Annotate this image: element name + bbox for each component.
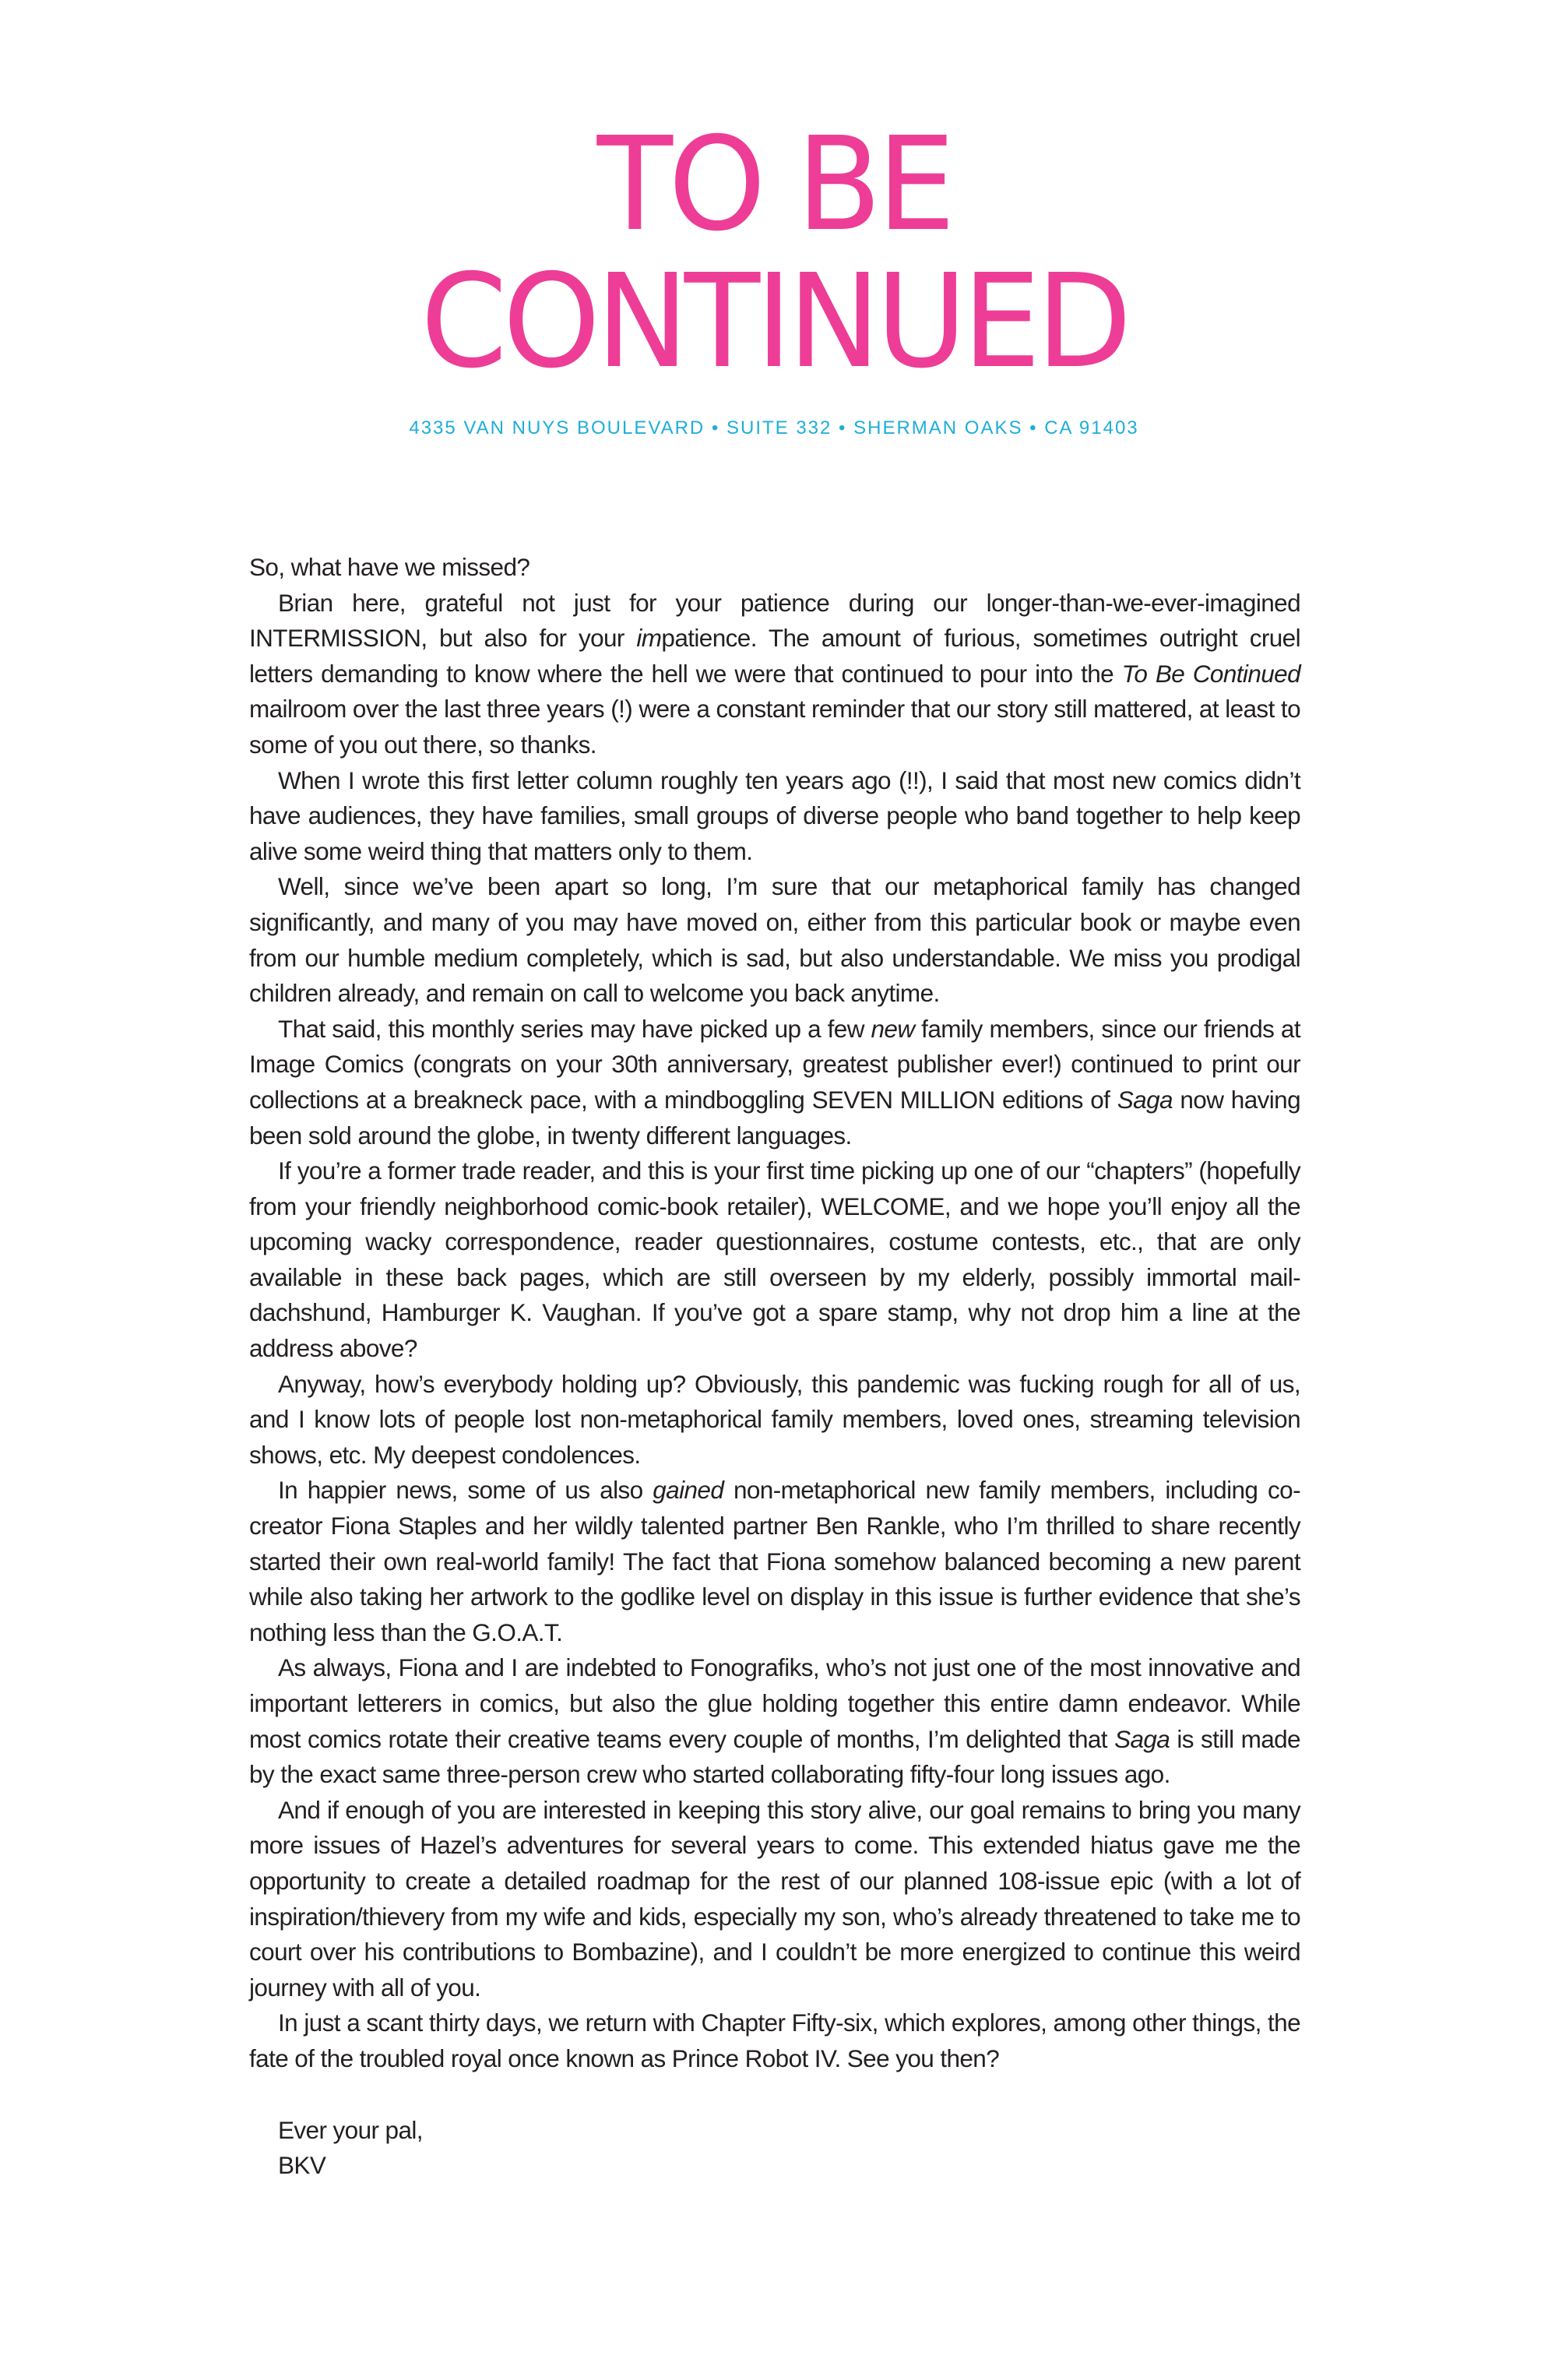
letter-paragraph-5: If you’re a former trade reader, and this is your first time picking up one of our “chapters” (hopefully from your friendly neighborhood comic-book retailer), WELCOME, and we hope you’ll enjoy all the upcoming wacky correspondence, reader questionnaires, costume contests, etc., that are only available in these back pages, which are still overseen by my elderly, possibly immortal mail-dachshund, Hamburger K. Vaughan. If you’ve got a spare stamp, why not drop him a line at the address above? [249, 1157, 1300, 1363]
letter-signoff [249, 2113, 1300, 2184]
column-title-line-2: CONTINUED [420, 247, 1128, 397]
letter-paragraph-8: As always, Fiona and I are indebted to Fonografiks, who’s not just one of the most innovative and important letterers in comics, but also the glue holding together this entire damn endeavor. While most comics rotate their creative teams every couple of months, I’m delighted that Saga is still made by the exact same three-person crew who started collaborating fifty-four long issues ago. [249, 1653, 1300, 1789]
signoff-closing: Ever your pal, [278, 2115, 423, 2144]
letter-opening: So, what have we missed? [249, 553, 530, 581]
letter-paragraph-7: In happier news, some of us also gained non-metaphorical new family members, including co-creator Fiona Staples and her wildly talented partner Ben Rankle, who I’m thrilled to share recently started their own real-world family! The fact that Fiona somehow balanced becoming a new parent while also taking her artwork to the godlike level on display in this issue is further evidence that she’s nothing less than the G.O.A.T. [249, 1476, 1300, 1646]
letter-paragraph-6: Anyway, how’s everybody holding up? Obviously, this pandemic was fucking rough for all of us, and I know lots of people lost non-metaphorical family members, loved ones, streaming television shows, etc. My deepest condolences. [249, 1369, 1300, 1469]
letter-paragraph-4: That said, this monthly series may have picked up a few new family members, since our friends at Image Comics (congrats on your 30th anniversary, greatest publisher ever!) continued to print our collections at a breakneck pace, with a mindboggling SEVEN MILLION editions of Saga now having been sold around the globe, in twenty different languages. [249, 1014, 1300, 1150]
letter-paragraph-1: Brian here, grateful not just for your patience during our longer-than-we-ever-imagined INTERMISSION, but also for your impatience. The amount of furious, sometimes outright cruel letters demanding to know where the hell we were that continued to pour into the To Be Continued mailroom over the last three years (!) were a constant reminder that our story still mattered, at least to some of you out there, so thanks. [249, 588, 1301, 759]
mailing-address: 4335 VAN NUYS BOULEVARD • SUITE 332 • SHERMAN OAKS • CA 91403 [409, 417, 1139, 438]
column-title-line-1: TO BE [596, 110, 952, 260]
letters-page-header [0, 110, 1548, 439]
letter-paragraph-3: Well, since we’ve been apart so long, I’m sure that our metaphorical family has changed significantly, and many of you may have moved on, either from this particular book or maybe even from our humble medium completely, which is sad, but also understandable. We miss you prodigal children already, and remain on call to welcome you back anytime. [249, 872, 1300, 1008]
letter-paragraph-10: In just a scant thirty days, we return with Chapter Fifty-six, which explores, among other things, the fate of the troubled royal once known as Prince Robot IV. See you then? [249, 2009, 1300, 2072]
letter-paragraph-9: And if enough of you are interested in keeping this story alive, our goal remains to bring you many more issues of Hazel’s adventures for several years to come. This extended hiatus gave me the opportunity to create a detailed roadmap for the rest of our planned 108-issue epic (with a lot of inspiration/thievery from my wife and kids, especially my son, who’s already threatened to take me to court over his contributions to Bombazine), and I couldn’t be more energized to continue this weird journey with all of you. [249, 1795, 1300, 2002]
signoff-signature: BKV [278, 2151, 326, 2180]
letter-body [249, 550, 1300, 2184]
letter-paragraph-2: When I wrote this first letter column roughly ten years ago (!!), I said that most new comics didn’t have audiences, they have families, small groups of diverse people who band together to help keep alive some weird thing that matters only to them. [249, 766, 1300, 865]
